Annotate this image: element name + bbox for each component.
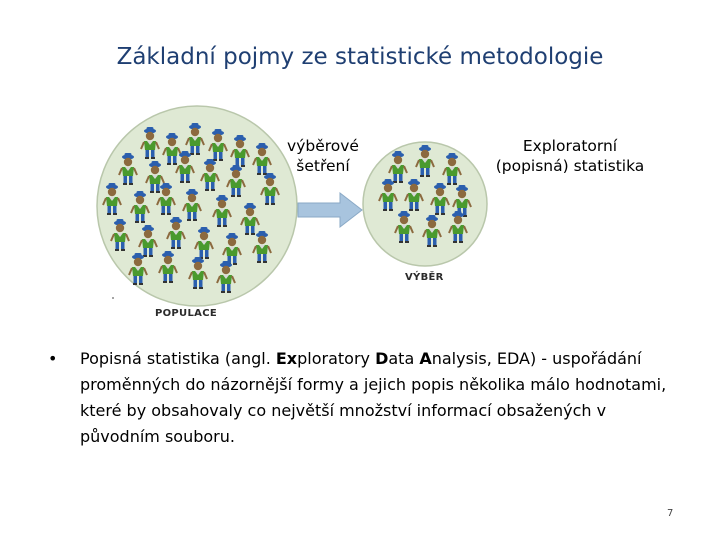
small-dot: [112, 297, 114, 299]
bullet-text: Popisná statistika (angl. Exploratory Data Analysis, EDA) - uspořádání proměnných do názornější formy a jejich popis několika málo hodnotami, které by obsahovaly co největší množství informací obsažených v původním souboru.: [80, 349, 667, 446]
sampling-label: [268, 136, 378, 176]
right-arrow-icon: [298, 193, 362, 227]
sampling-label-line1: výběrové: [287, 137, 359, 155]
sampling-label-line2: šetření: [296, 157, 350, 175]
sample-caption: VÝBĚR: [405, 272, 444, 283]
exploratory-label: [480, 136, 660, 176]
exploratory-label-line1: Exploratorní: [522, 137, 618, 155]
population-caption: POPULACE: [155, 308, 217, 319]
page-title: Základní pojmy ze statistické metodologie: [116, 44, 604, 70]
page-number: 7: [667, 508, 674, 519]
bullet-marker: •: [48, 349, 58, 368]
bullet-list: [48, 346, 668, 450]
exploratory-label-line2: (popisná) statistika: [495, 157, 645, 175]
